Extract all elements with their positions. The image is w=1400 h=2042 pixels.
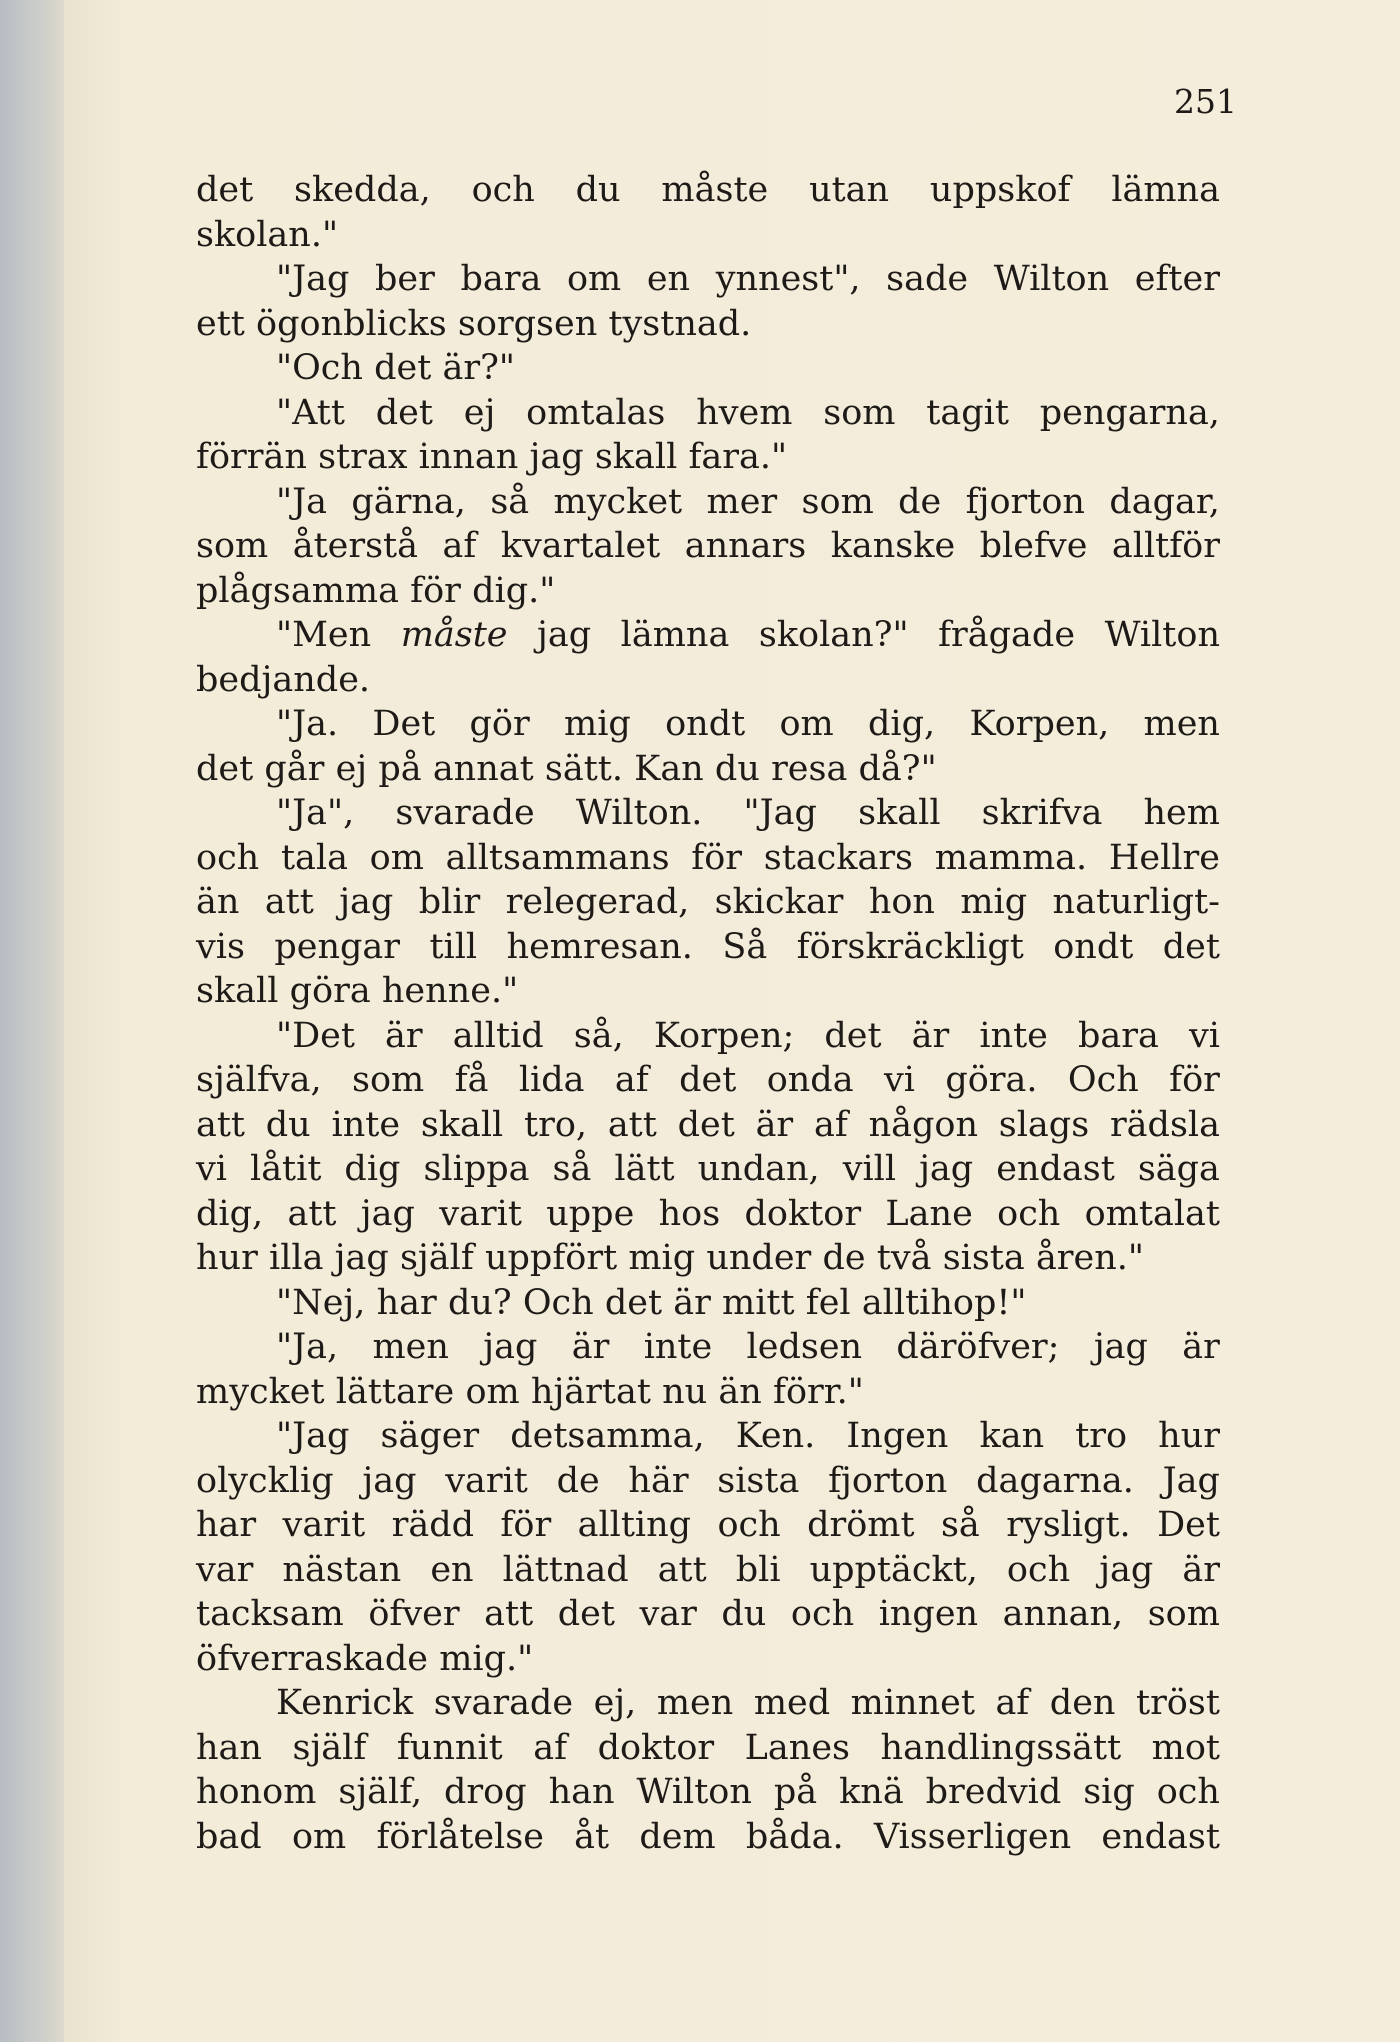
text-line: ett ögonblicks sorgsen tystnad. — [196, 303, 752, 344]
text-line: "Jag ber bara om en ynnest", sade Wilton efter — [276, 259, 1220, 299]
text-line: vi låtit dig slippa så lätt undan, vill jag endast säga — [196, 1149, 1220, 1189]
text-line: var nästan en lättnad att bli upptäckt, och jag är — [196, 1549, 1220, 1590]
book-gutter — [0, 0, 64, 2042]
text-line: det går ej på annat sätt. Kan du resa då?" — [196, 748, 937, 789]
text-line: att du inte skall tro, att det är af någon slags rädsla — [196, 1104, 1220, 1145]
text-line: honom själf, drog han Wilton på knä bredvid sig och — [196, 1772, 1220, 1812]
text-line: tacksam öfver att det var du och ingen annan, som — [196, 1594, 1220, 1634]
text-line: har varit rädd för allting och drömt så rysligt. Det — [196, 1505, 1220, 1545]
body-text — [196, 168, 1220, 1859]
text-line: "Men måste jag lämna skolan?" frågade Wilton — [276, 615, 1220, 655]
text-line: "Jag säger detsamma, Ken. Ingen kan tro hur — [276, 1416, 1220, 1456]
text-line: olycklig jag varit de här sista fjorton dagarna. Jag — [196, 1460, 1220, 1501]
text-line: öfverraskade mig." — [196, 1638, 534, 1679]
text-line: hur illa jag själf uppfört mig under de två sista åren." — [196, 1238, 1145, 1278]
text-line: "Att det ej omtalas hvem som tagit pengarna, — [276, 392, 1220, 433]
text-line: förrän strax innan jag skall fara." — [196, 437, 788, 477]
text-line: än att jag blir relegerad, skickar hon mig naturligt- — [196, 882, 1220, 922]
text-line: skolan." — [196, 214, 339, 255]
text-line: som återstå af kvartalet annars kanske blefve alltför — [196, 526, 1220, 566]
text-line: vis pengar till hemresan. Så förskräckligt ondt det — [196, 926, 1220, 967]
text-line: mycket lättare om hjärtat nu än förr." — [196, 1371, 864, 1412]
text-line: bad om förlåtelse åt dem båda. Visserligen endast — [196, 1816, 1220, 1857]
text-line: han själf funnit af doktor Lanes handlingssätt mot — [196, 1727, 1220, 1768]
text-line: skall göra henne." — [196, 971, 519, 1011]
text-line: "Nej, har du? Och det är mitt fel alltihop!" — [276, 1282, 1027, 1323]
text-line: bedjande. — [196, 659, 371, 700]
text-line: själfva, som få lida af det onda vi göra. Och för — [196, 1060, 1220, 1100]
text-line: det skedda, och du måste utan uppskof lämna — [196, 170, 1220, 210]
page-number: 251 — [1174, 82, 1237, 121]
text-line: Kenrick svarade ej, men med minnet af den tröst — [276, 1683, 1220, 1723]
text-line: och tala om alltsammans för stackars mamma. Hellre — [196, 837, 1220, 878]
text-line: "Ja gärna, så mycket mer som de fjorton dagar, — [276, 481, 1220, 522]
text-line: plågsamma för dig." — [196, 570, 556, 611]
text-line: dig, att jag varit uppe hos doktor Lane och omtalat — [196, 1193, 1220, 1234]
text-line: "Och det är?" — [276, 348, 515, 388]
text-line: "Ja", svarade Wilton. "Jag skall skrifva hem — [276, 793, 1220, 833]
text-line: "Ja. Det gör mig ondt om dig, Korpen, men — [276, 704, 1220, 744]
text-line: "Ja, men jag är inte ledsen däröfver; jag är — [276, 1327, 1220, 1367]
text-line: "Det är alltid så, Korpen; det är inte bara vi — [276, 1015, 1220, 1056]
